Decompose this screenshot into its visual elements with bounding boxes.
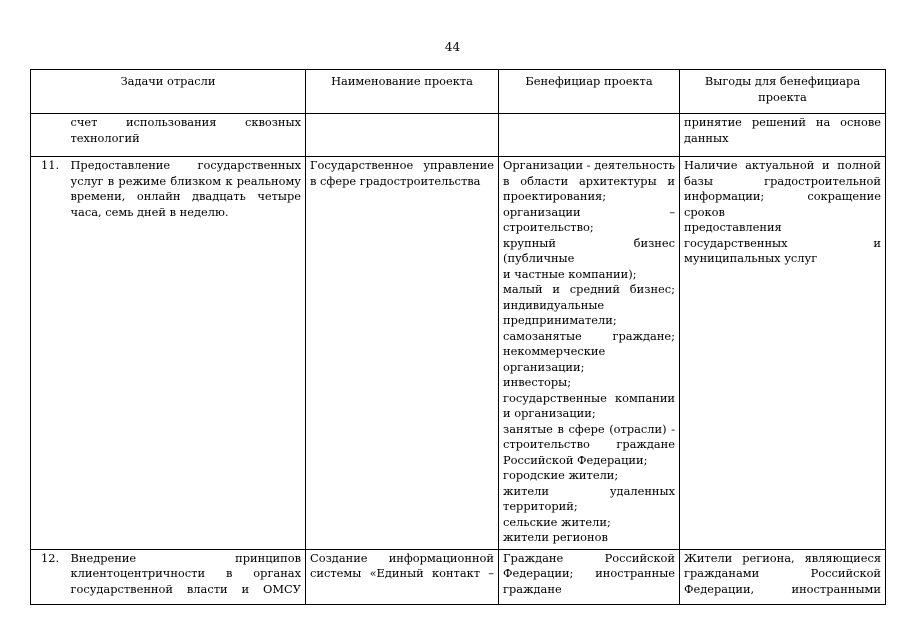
text-line: Граждане Российской <box>503 550 676 565</box>
text-line: данных <box>684 130 729 145</box>
text-line: и организации; <box>503 406 596 420</box>
text-line: счет использования сквозных <box>70 115 302 129</box>
table-row <box>31 114 886 157</box>
text-line: Федерации; иностранные <box>503 566 676 580</box>
table-row <box>31 157 886 550</box>
beneficiary-cell <box>499 549 680 604</box>
text-line: информации; сокращение сроков <box>684 189 882 219</box>
text-line: Федерации, иностранными <box>684 581 882 596</box>
beneficiary-cell <box>499 114 680 157</box>
text-line: государственные компании <box>503 390 676 405</box>
header-beneficiary: Бенефициар проекта <box>499 70 680 114</box>
header-project-name: Наименование проекта <box>306 70 499 114</box>
text-line: базы градостроительной <box>684 173 882 188</box>
text-line: гражданами Российской <box>684 566 882 580</box>
text-line: часа, семь дней в неделю. <box>70 204 229 219</box>
text-line: инвесторы; <box>503 375 572 389</box>
text-line: технологий <box>70 130 140 145</box>
text-line: в сфере градостроительства <box>310 173 481 188</box>
text-line: строительство; <box>503 220 594 234</box>
text-line: предоставления <box>684 220 782 234</box>
row-number: 12. <box>31 549 69 604</box>
beneficiary-cell <box>499 157 680 550</box>
text-line: организации – <box>503 204 676 219</box>
text-line: жители регионов <box>503 530 608 544</box>
text-line: предприниматели; <box>503 313 617 327</box>
task-cell <box>69 157 306 550</box>
text-line: Жители региона, являющиеся <box>684 550 882 565</box>
text-line: государственных и <box>684 235 882 250</box>
benefit-cell <box>680 549 886 604</box>
text-line: индивидуальные <box>503 297 605 312</box>
project-cell <box>306 157 499 550</box>
task-cell <box>69 114 306 157</box>
text-line: организации; <box>503 359 585 374</box>
project-cell <box>306 114 499 157</box>
text-line: в области архитектуры и <box>503 173 676 188</box>
row-number-cell <box>31 114 69 157</box>
projects-table <box>30 69 886 605</box>
text-line: городские жители; <box>503 468 619 482</box>
text-line: клиентоцентричности в органах <box>70 566 302 580</box>
text-line: строительство граждане <box>503 437 676 451</box>
text-line: государственной власти и ОМСУ <box>70 581 302 596</box>
text-line: принятие решений на основе <box>684 115 882 129</box>
text-line: малый и средний бизнес; <box>503 282 676 296</box>
text-line: времени, онлайн двадцать четыре <box>70 189 302 203</box>
benefit-cell <box>680 157 886 550</box>
header-tasks: Задачи отрасли <box>31 70 306 114</box>
text-line: проектирования; <box>503 189 607 203</box>
text-line: Наличие актуальной и полной <box>684 158 882 172</box>
text-line: системы «Единый контакт – <box>310 566 495 580</box>
text-line: самозанятые граждане; <box>503 328 676 343</box>
text-line: Внедрение принципов <box>70 550 302 565</box>
text-line: сельские жители; <box>503 514 611 529</box>
text-line: и частные компании); <box>503 266 637 281</box>
text-line: территорий; <box>503 499 578 513</box>
text-line: услуг в режиме близком к реальному <box>70 173 302 188</box>
project-cell <box>306 549 499 604</box>
text-line: граждане <box>503 581 562 596</box>
text-line: Государственное управление <box>310 158 495 172</box>
text-line: некоммерческие <box>503 344 606 358</box>
benefit-cell <box>680 114 886 157</box>
text-line: Предоставление государственных <box>70 158 302 172</box>
table-header-row <box>31 70 886 114</box>
text-line: жители удаленных <box>503 483 676 498</box>
text-line: муниципальных услуг <box>684 251 818 265</box>
page-number: 44 <box>444 40 461 54</box>
text-line: Российской Федерации; <box>503 452 648 467</box>
table-row <box>31 549 886 604</box>
row-number: 11. <box>31 157 69 550</box>
text-line: занятые в сфере (отрасли) - <box>503 421 676 436</box>
text-line: крупный бизнес (публичные <box>503 235 676 265</box>
header-benefits: Выгоды для бенефициара проекта <box>680 70 886 114</box>
task-cell <box>69 549 306 604</box>
text-line: Организации - деятельность <box>503 158 676 172</box>
text-line: Создание информационной <box>310 550 495 565</box>
